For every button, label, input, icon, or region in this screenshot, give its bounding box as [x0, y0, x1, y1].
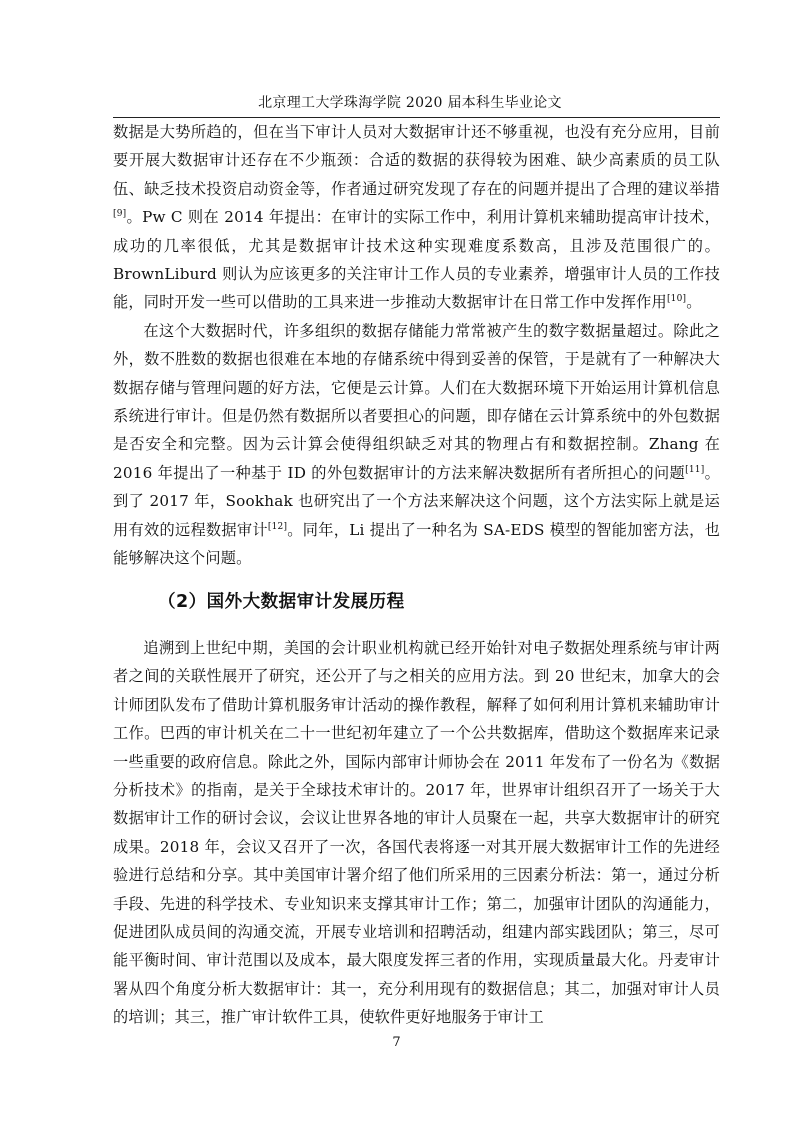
citation-marker: [11] — [685, 464, 705, 475]
citation-marker: [9] — [113, 209, 127, 220]
body-text-top — [113, 118, 720, 573]
paragraph — [113, 118, 720, 317]
paragraph-text: 数据是大势所趋的，但在当下审计人员对大数据审计还不够重视，也没有充分应用，目前要开展大数据审计还存在不少瓶颈：合适的数据的获得较为困难、缺少高素质的员工队伍、缺乏技术投资启动资金等，作者通过研究发现了存在的问题并提出了合理的建议举措 — [113, 123, 720, 198]
paragraph-text: 。 — [686, 293, 702, 312]
section-heading: （2）国外大数据审计发展历程 — [158, 592, 405, 612]
paragraph — [113, 317, 720, 573]
paragraph-text: 。同年，Li 提出了一种名为 SA-EDS 模型的智能加密方法，也能够解决这个问题。 — [113, 520, 721, 568]
citation-marker: [12] — [267, 521, 288, 532]
paragraph: 追溯到上世纪中期，美国的会计职业机构就已经开始针对电子数据处理系统与审计两者之间的关联性展开了研究，还公开了与之相关的应用方法。到 20 世纪末，加拿大的会计师团队发布了借助计算机服务审计活动的操作教程，解释了如何利用计算机来辅助审计工作。巴西的审计机关在二十一世纪初年建立了一个公共数据库，借助这个数据库来记录一些重要的政府信息。除此之外，国际内部审计师协会在 2011 年发布了一份名为《数据分析技术》的指南，是关于全球技术审计的。2017 年，世界审计组织召开了一场关于大数据审计工作的研讨会议，会议让世界各地的审计人员聚在一起，共享大数据审计的研究成果。2018 年，会议又召开了一次，各国代表将逐一对其开展大数据审计工作的先进经验进行总结和分享。其中美国审计署介绍了他们所采用的三因素分析法：第一，通过分析手段、先进的科学技术、专业知识来支撑其审计工作；第二，加强审计团队的沟通能力，促进团队成员间的沟通交流，开展专业培训和招聘活动，组建内部实践团队；第三，尽可能平衡时间、审计范围以及成本，最大限度发挥三者的作用，实现质量最大化。丹麦审计署从四个角度分析大数据审计：其一，充分利用现有的数据信息；其二，加强对审计人员的培训；其三，推广审计软件工具，使软件更好地服务于审计工 — [113, 639, 720, 1027]
paragraph-text: 在这个大数据时代，许多组织的数据存储能力常常被产生的数字数据量超过。除此之外，数不胜数的数据也很难在本地的存储系统中得到妥善的保管，于是就有了一种解决大数据存储与管理问题的好方法，它便是云计算。人们在大数据环境下开始运用计算机信息系统进行审计。但是仍然有数据所以者要担心的问题，即存储在云计算系统中的外包数据是否安全和完整。因为云计算会使得组织缺乏对其的物理占有和数据控制。Zhang 在 2016 年提出了一种基于 ID 的外包数据审计的方法来解决数据所有者所担心的问题 — [113, 321, 720, 482]
running-header: 北京理工大学珠海学院 2020 届本科生毕业论文 — [258, 95, 562, 111]
paragraph-text: 。到了 2017 年，Sookhak 也研究出了一个方法来解决这个问题，这个方法实际上就是运用有效的远程数据审计 — [113, 463, 720, 539]
body-text-bottom — [113, 634, 720, 1032]
citation-marker: [10] — [666, 294, 687, 305]
paragraph-text: 。Pw C 则在 2014 年提出：在审计的实际工作中，利用计算机来辅助提高审计技术，成功的几率很低，尤其是数据审计技术这种实现难度系数高，且涉及范围很广的。BrownLiburd 则认为应该更多的关注审计工作人员的专业素养，增强审计人员的工作技能，同时开发一些可以借助的工具来进一步推动大数据审计在日常工作中发挥作用 — [113, 208, 720, 312]
page-number: 7 — [392, 1035, 401, 1050]
